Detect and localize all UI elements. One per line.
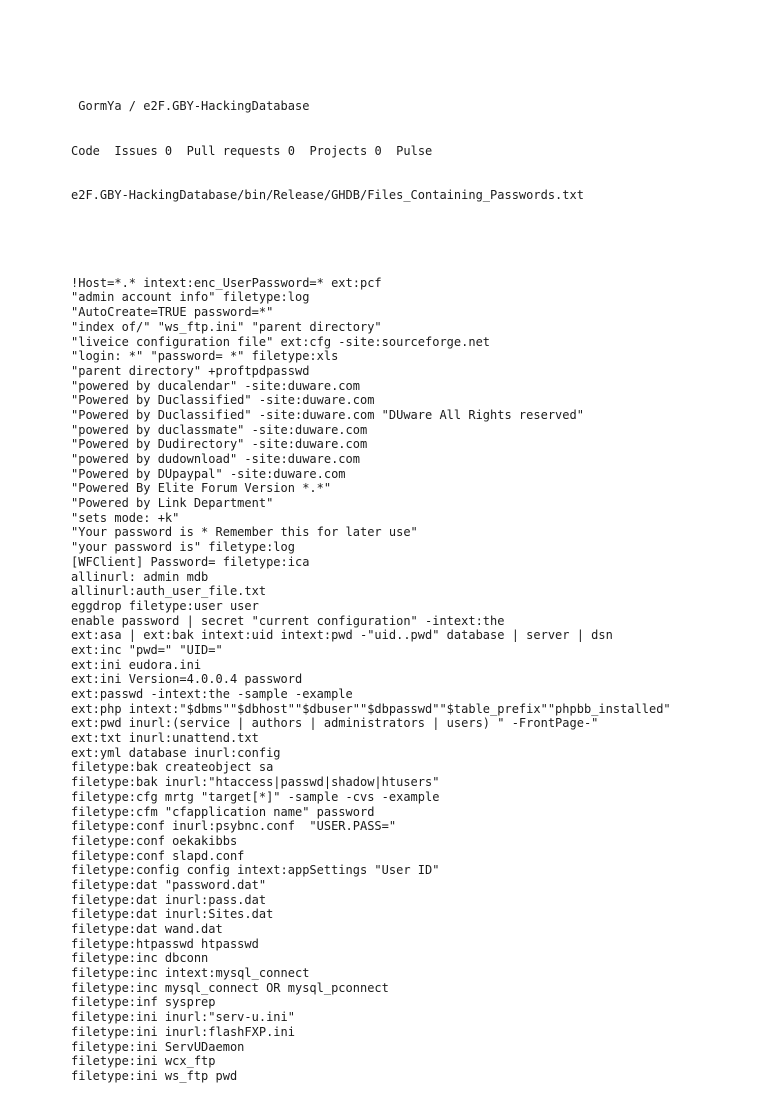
query-line: "AutoCreate=TRUE password=*" <box>71 305 274 320</box>
query-line: "Powered by Duclassified" -site:duware.com "DUware All Rights reserved" <box>71 407 584 422</box>
query-line: ext:php intext:"$dbms""$dbhost""$dbuser""$dbpasswd""$table_prefix""phpbb_installed" <box>71 701 671 716</box>
query-line: ext:yml database inurl:config <box>71 745 281 760</box>
query-line: "Powered by DUpaypal" -site:duware.com <box>71 466 346 481</box>
query-line: filetype:dat wand.dat <box>71 922 223 937</box>
query-line: filetype:ini ServUDaemon <box>71 1039 245 1054</box>
query-line: enable password | secret "current configuration" -intext:the <box>71 613 505 628</box>
query-line: filetype:bak inurl:"htaccess|passwd|shadow|htusers" <box>71 775 440 790</box>
query-line: filetype:conf slapd.conf <box>71 848 245 863</box>
query-line: filetype:config config intext:appSettings "User ID" <box>71 863 440 878</box>
query-line: filetype:conf inurl:psybnc.conf "USER.PASS=" <box>71 819 397 834</box>
query-line: filetype:ini wcx_ftp <box>71 1054 216 1069</box>
query-line: eggdrop filetype:user user <box>71 598 259 613</box>
query-line: filetype:inc intext:mysql_connect <box>71 966 310 981</box>
tab-code[interactable]: Code <box>71 143 100 158</box>
query-line: ext:asa | ext:bak intext:uid intext:pwd -"uid..pwd" database | server | dsn <box>71 628 613 643</box>
query-line: filetype:conf oekakibbs <box>71 833 238 848</box>
query-line: "your password is" filetype:log <box>71 540 295 555</box>
query-line: "powered by dudownload" -site:duware.com <box>71 452 360 467</box>
query-line: "Powered by Duclassified" -site:duware.com <box>71 393 375 408</box>
query-line: ext:inc "pwd=" "UID=" <box>71 642 223 657</box>
query-line: filetype:inc dbconn <box>71 951 209 966</box>
query-line: filetype:cfm "cfapplication name" password <box>71 804 375 819</box>
query-line: ext:txt inurl:unattend.txt <box>71 731 259 746</box>
query-line: ext:pwd inurl:(service | authors | administrators | users) " -FrontPage-" <box>71 716 599 731</box>
query-line: "Powered by Dudirectory" -site:duware.com <box>71 437 368 452</box>
blank-line <box>71 232 731 247</box>
tab-projects[interactable]: Projects 0 <box>309 143 382 158</box>
query-line: ext:ini Version=4.0.0.4 password <box>71 672 303 687</box>
tab-issues[interactable]: Issues 0 <box>114 143 173 158</box>
query-line: filetype:dat inurl:Sites.dat <box>71 907 274 922</box>
query-line: filetype:htpasswd htpasswd <box>71 936 259 951</box>
query-line: "powered by ducalendar" -site:duware.com <box>71 378 360 393</box>
query-line: filetype:bak createobject sa <box>71 760 274 775</box>
query-line: allinurl: admin mdb <box>71 569 209 584</box>
query-line: filetype:dat "password.dat" <box>71 877 267 892</box>
query-line: "admin account info" filetype:log <box>71 290 310 305</box>
query-line: ext:ini eudora.ini <box>71 657 202 672</box>
query-list <box>71 276 731 1084</box>
repo-breadcrumb[interactable]: GormYa / e2F.GBY-HackingDatabase <box>71 99 310 114</box>
query-line: "powered by duclassmate" -site:duware.com <box>71 422 368 437</box>
query-line: filetype:inf sysprep <box>71 995 216 1010</box>
query-line: filetype:inc mysql_connect OR mysql_pconnect <box>71 980 389 995</box>
query-line: filetype:cfg mrtg "target[*]" -sample -cvs -example <box>71 789 440 804</box>
query-line: "Powered by Link Department" <box>71 496 274 511</box>
query-line: [WFClient] Password= filetype:ica <box>71 554 310 569</box>
tab-pull-requests[interactable]: Pull requests 0 <box>186 143 295 158</box>
query-line: allinurl:auth_user_file.txt <box>71 584 267 599</box>
query-line: "index of/" "ws_ftp.ini" "parent directory" <box>71 319 382 334</box>
query-line: !Host=*.* intext:enc_UserPassword=* ext:pcf <box>71 275 382 290</box>
query-line: "Powered By Elite Forum Version *.*" <box>71 481 332 496</box>
tab-pulse[interactable]: Pulse <box>396 143 433 158</box>
query-line: "liveice configuration file" ext:cfg -site:sourceforge.net <box>71 334 491 349</box>
repo-nav-bar <box>71 144 731 159</box>
query-line: filetype:ini ws_ftp pwd <box>71 1068 238 1083</box>
query-line: "parent directory" +proftpdpasswd <box>71 363 310 378</box>
query-line: filetype:ini inurl:"serv-u.ini" <box>71 1010 295 1025</box>
document-body <box>71 70 731 1098</box>
query-line: "login: *" "password= *" filetype:xls <box>71 349 339 364</box>
query-line: filetype:dat inurl:pass.dat <box>71 892 267 907</box>
query-line: ext:passwd -intext:the -sample -example <box>71 687 353 702</box>
query-line: "sets mode: +k" <box>71 510 180 525</box>
file-path[interactable]: e2F.GBY-HackingDatabase/bin/Release/GHDB/Files_Containing_Passwords.txt <box>71 187 584 202</box>
query-line: "Your password is * Remember this for later use" <box>71 525 418 540</box>
query-line: filetype:ini inurl:flashFXP.ini <box>71 1024 295 1039</box>
